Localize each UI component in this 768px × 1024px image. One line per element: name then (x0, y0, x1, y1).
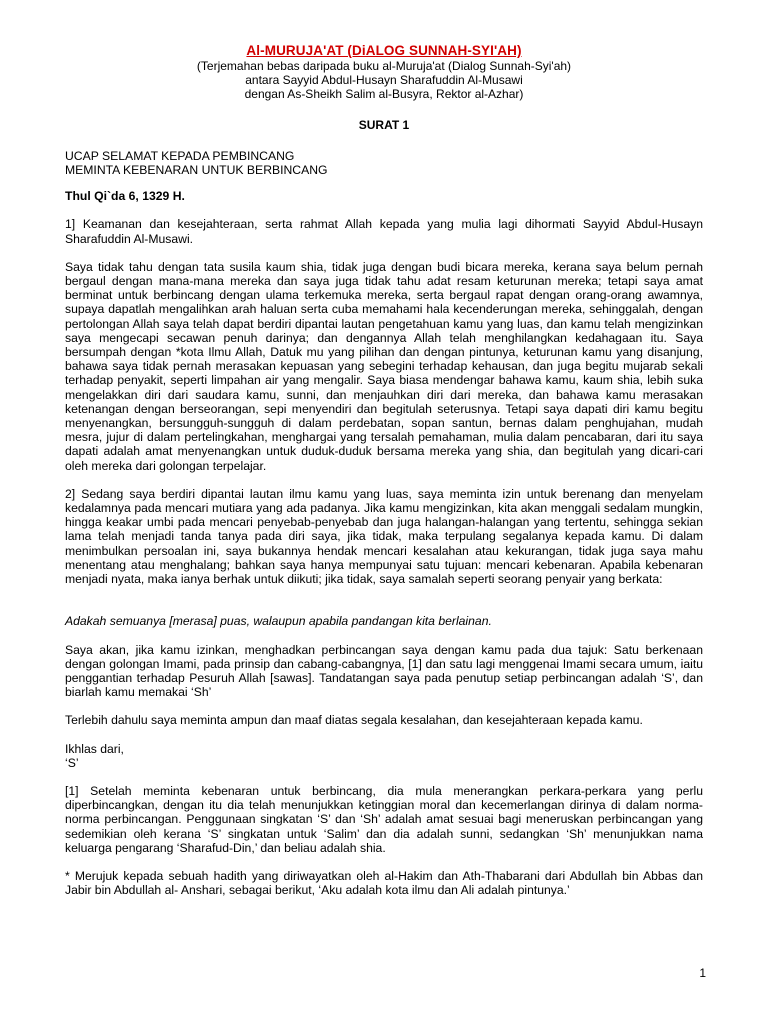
paragraph-3: 2] Sedang saya berdiri dipantai lautan ilmu kamu yang luas, saya meminta izin untuk berenang dan menyelam kedalamnya pada mencari mutiara yang ada padanya. Jika kamu mengizinkan, kita akan menggali sedalam mungkin, hingga keakar umbi pada mencari penyebab-penyebab dan juga halangan-halangan yang tertentu, sehingga sekian lama telah menjadi tanda tanya pada diri saya, jika tidak, maka terpulang segalanya kepada kamu. Di dalam menimbulkan persoalan ini, saya bukannya hendak mencari kesalahan atau kekurangan, tidak juga saya mahu menentang atau menghalang; bahkan saya hanya mempunyai satu tujuan: mencari kebenaran. Apabila kebenaran menjadi nyata, maka ianya berhak untuk diikuti; jika tidak, saya samalah seperti seorang penyair yang berkata: (65, 486, 703, 587)
closing-signature: ‘S’ (65, 755, 79, 770)
footnote-1: [1] Setelah meminta kebenaran untuk berbincang, dia mula menerangkan perkara-perkara yang perlu diperbincangkan, dengan itu dia telah menunjukkan ketinggian moral dan kecemerlangan dirinya di dalam norma-norma perbincangan. Penggunaan singkatan ‘S’ dan ‘Sh’ adalah amat sesuai bagi meneruskan perbincangan yang sedemikian oleh kerana ‘S’ singkatan untuk ‘Salim’ dan dia adalah sunni, sedangkan ‘Sh’ menunjukkan nama keluarga pengarang ‘Sharafud-Din,’ dan beliau adalah shia. (65, 783, 703, 855)
greeting-line-2: MEMINTA KEBENARAN UNTUK BERBINCANG (65, 163, 328, 178)
subtitle-line-2: antara Sayyid Abdul-Husayn Sharafuddin Al-Musawi (245, 73, 523, 88)
document-title: Al-MURUJA'AT (DiALOG SUNNAH-SYI'AH) (246, 43, 522, 58)
paragraph-2: Saya tidak tahu dengan tata susila kaum shia, tidak juga dengan budi bicara mereka, kerana saya belum pernah bergaul dengan mana-mana mereka dan saya juga tidak tahu adat resam keturunan mereka; tetapi saya amat berminat untuk berbincang dengan ulama terkemuka mereka, serta bergaul rapat dengan orang-orang awamnya, supaya dapatlah mengalihkan arah haluan serta cuba memahami hala kecenderungan mereka, sehinggalah, dengan pertolongan Allah saya telah dapat berdiri dipantai lautan pengetahuan kamu yang luas, dan kamu telah mengizinkan saya mengecapi secawan penuh darinya; dan dengannya Allah telah menghilangkan kedahagaan itu. Saya bersumpah dengan *kota Ilmu Allah, Datuk mu yang pilihan dan dengan pintunya, keturunan kamu yang disanjung, bahawa saya tidak pernah merasakan kepuasan yang sebegini terhadap kehausan, dan juga begitu mujarab sekali terhadap penyakit, seperti limpahan air yang mengalir. Saya biasa mendengar bahawa kamu, kaum shia, lebih suka mengelakkan diri dari saudara kamu, sunni, dan menjauhkan diri dari mereka, dan bahawa kamu merasakan ketenangan dengan berseorangan, sepi menyendiri dan begitulah seterusnya. Tetapi saya dapati diri kamu begitu menyenangkan, bersungguh-sungguh di dalam perdebatan, sopan santun, bernas dalam penghujahan, mudah mesra, jujur di dalam pertelingkahan, menghargai yang tersalah pemahaman, mulia dalam pencabaran, dari itu saya dapati adalah amat menyenangkan untuk duduk-duduk bersama mereka yang shia, dan begitulah yang dicari-cari oleh mereka dari golongan terpelajar. (65, 259, 703, 473)
closing-salutation: Ikhlas dari, (65, 741, 124, 756)
subtitle-line-3: dengan As-Sheikh Salim al-Busyra, Rektor al-Azhar) (244, 87, 524, 102)
page-number: 1 (699, 966, 706, 980)
letter-heading: SURAT 1 (358, 117, 410, 132)
greeting-line-1: UCAP SELAMAT KEPADA PEMBINCANG (65, 148, 295, 163)
paragraph-5: Terlebih dahulu saya meminta ampun dan maaf diatas segala kesalahan, dan kesejahteraan kepada kamu. (65, 713, 643, 728)
paragraph-1: 1] Keamanan dan kesejahteraan, serta rahmat Allah kepada yang mulia lagi dihormati Sayyid Abdul-Husayn Sharafuddin Al-Musawi. (65, 217, 703, 246)
subtitle-line-1: (Terjemahan bebas daripada buku al-Muruja'at (Dialog Sunnah-Syi'ah) (196, 59, 572, 73)
document-body (65, 43, 703, 897)
letter-date: Thul Qi`da 6, 1329 H. (65, 189, 185, 204)
poem-verse: Adakah semuanya [merasa] puas, walaupun apabila pandangan kita berlainan. (65, 614, 492, 629)
paragraph-4: Saya akan, jika kamu izinkan, menghadkan perbincangan saya dengan kamu pada dua tajuk: Satu berkenaan dengan golongan Imami, pada prinsip dan cabang-cabangnya, [1] dan satu lagi menggenai Imami secara umum, iaitu penggantian terhadap Pesuruh Allah [sawas]. Tandatangan saya pada penutup setiap perbincangan adalah ‘S’, dan biarlah kamu memakai ‘Sh’ (65, 642, 703, 700)
footnote-asterisk: * Merujuk kepada sebuah hadith yang diriwayatkan oleh al-Hakim dan Ath-Thabarani dari Abdullah bin Abbas dan Jabir bin Abdullah al- Anshari, sebagai berikut, ‘Aku adalah kota ilmu dan Ali adalah pintunya.’ (65, 868, 703, 898)
